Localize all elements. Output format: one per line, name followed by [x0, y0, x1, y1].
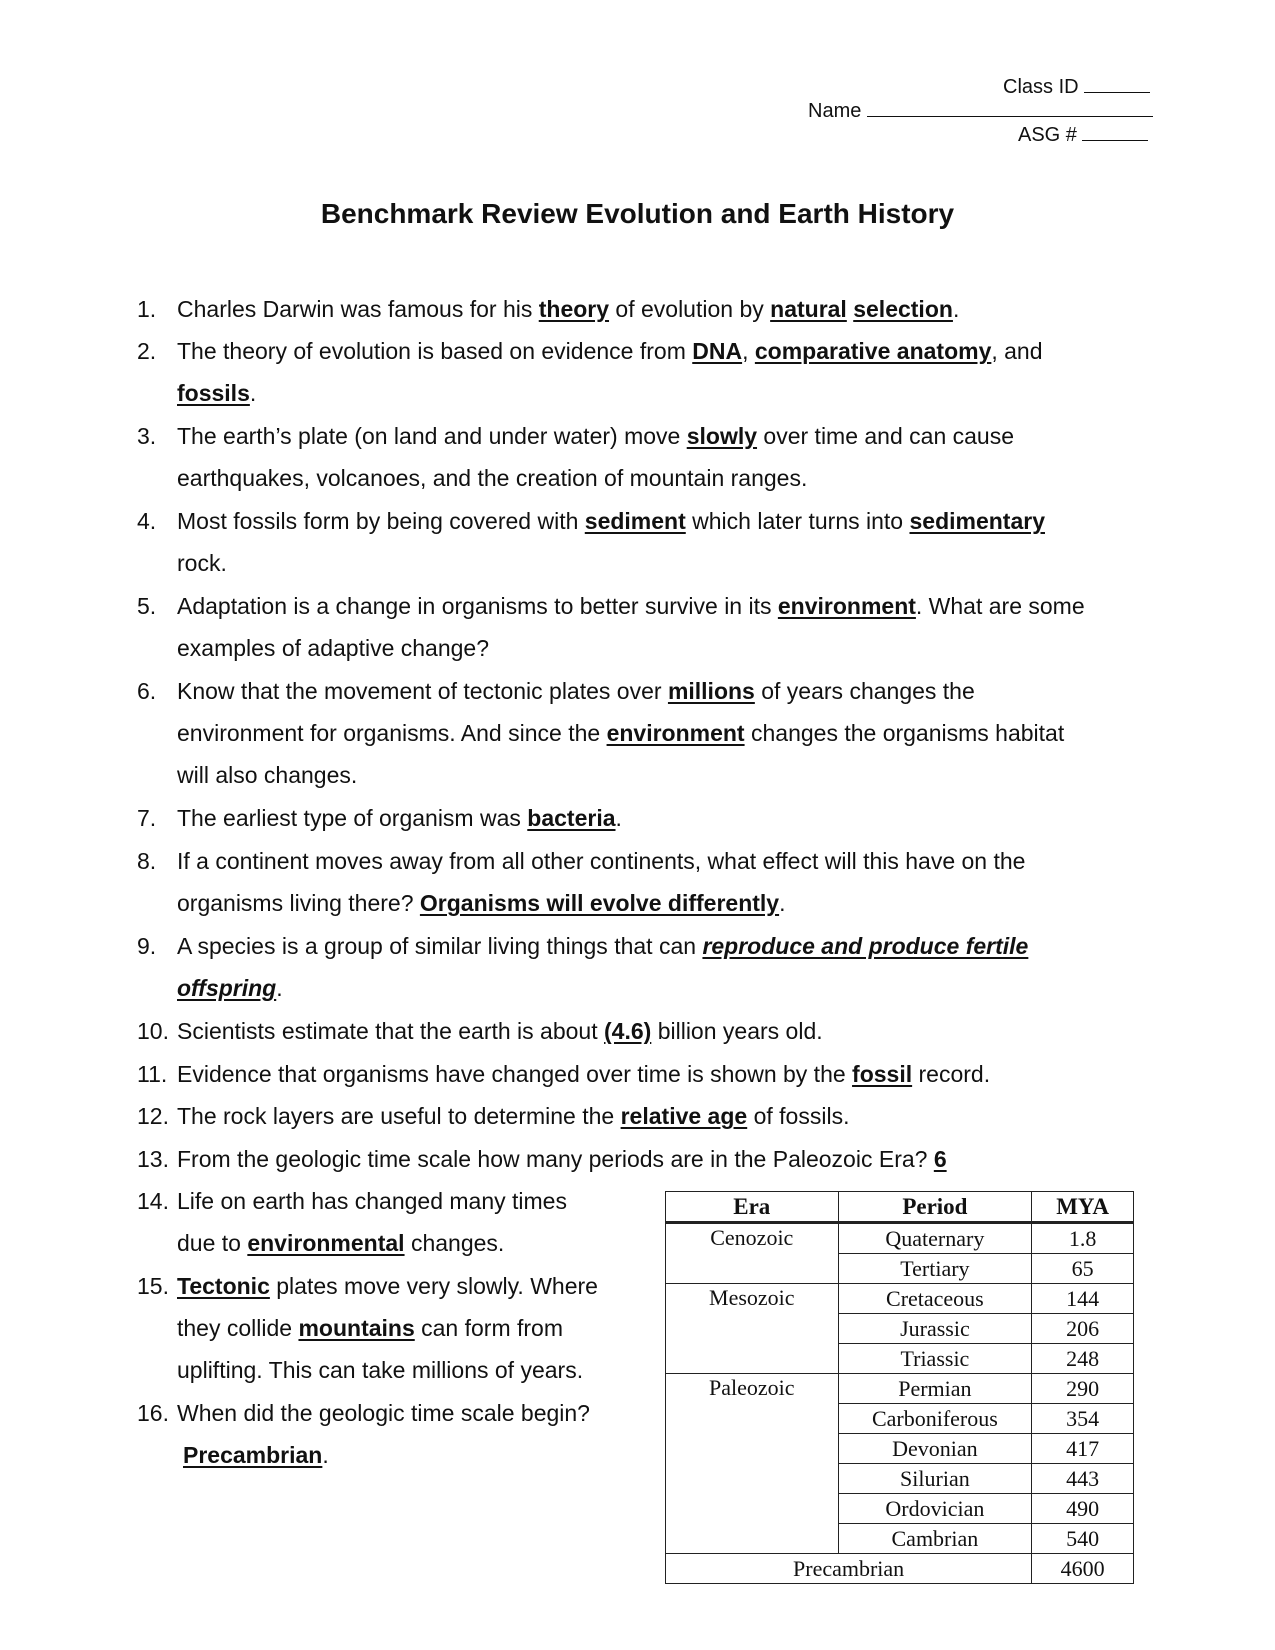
- question-text: When did the geologic time scale begin?: [177, 1400, 590, 1426]
- table-row: [666, 1374, 1134, 1404]
- text: Charles Darwin was famous for his: [177, 296, 539, 322]
- asg-label: ASG #: [1018, 124, 1077, 146]
- text: can form from: [414, 1315, 564, 1341]
- question-text: [177, 925, 1028, 968]
- question-text: [177, 670, 975, 713]
- question-text: [177, 500, 1045, 543]
- period-cell: Permian: [838, 1374, 1032, 1404]
- geologic-time-table: [665, 1191, 1134, 1584]
- header-mya: MYA: [1032, 1192, 1134, 1223]
- period-cell: Silurian: [838, 1464, 1032, 1494]
- question-text: [183, 1434, 329, 1477]
- mya-cell: 540: [1032, 1524, 1134, 1554]
- question-number: 10.: [137, 1018, 169, 1044]
- question-text: [177, 882, 785, 925]
- question-text: [177, 1138, 947, 1181]
- text: which later turns into: [685, 508, 910, 534]
- question-number: 11.: [137, 1061, 168, 1087]
- answer: Precambrian: [183, 1442, 323, 1468]
- answer: slowly: [686, 423, 758, 449]
- question-number: 13.: [137, 1146, 169, 1172]
- era-cenozoic: Cenozoic: [666, 1223, 839, 1284]
- text: A species is a group of similar living things that can: [177, 933, 703, 959]
- question-number: 8.: [137, 848, 157, 874]
- text: changes.: [404, 1230, 505, 1256]
- text: of evolution by: [609, 296, 771, 322]
- question-text: [177, 1053, 990, 1096]
- text: Adaptation is a change in organisms to better survive in its: [177, 593, 778, 619]
- answer: Tectonic: [177, 1273, 270, 1299]
- page-title: Benchmark Review Evolution and Earth History: [320, 198, 955, 229]
- mya-cell: 4600: [1032, 1554, 1134, 1584]
- name-label: Name: [808, 100, 862, 122]
- question-text: [177, 1265, 598, 1308]
- mya-cell: 144: [1032, 1284, 1134, 1314]
- text: The earth’s plate (on land and under water) move: [177, 423, 687, 449]
- text: organisms living there?: [177, 890, 420, 916]
- mya-cell: 443: [1032, 1464, 1134, 1494]
- header-period: Period: [838, 1192, 1032, 1223]
- answer: comparative anatomy: [754, 338, 992, 364]
- table-header-row: [666, 1192, 1134, 1223]
- mya-cell: 290: [1032, 1374, 1134, 1404]
- text: Evidence that organisms have changed over time is shown by the: [177, 1061, 853, 1087]
- question-text: [177, 1307, 563, 1350]
- answer: sedimentary: [909, 508, 1045, 534]
- text: The theory of evolution is based on evidence from: [177, 338, 693, 364]
- mya-cell: 248: [1032, 1344, 1134, 1374]
- text: .: [615, 805, 622, 831]
- text: Know that the movement of tectonic plates over: [177, 678, 668, 704]
- mya-cell: 206: [1032, 1314, 1134, 1344]
- question-number: 4.: [137, 508, 157, 534]
- question-text: uplifting. This can take millions of years.: [177, 1357, 584, 1383]
- text: Most fossils form by being covered with: [177, 508, 585, 534]
- text: plates move very slowly. Where: [269, 1273, 598, 1299]
- table-row: [666, 1554, 1134, 1584]
- question-text: [177, 712, 1064, 755]
- period-cell: Cambrian: [838, 1524, 1032, 1554]
- question-number: 7.: [137, 805, 157, 831]
- asg-blank[interactable]: [1082, 122, 1148, 141]
- text: , and: [991, 338, 1043, 364]
- text: .: [322, 1442, 329, 1468]
- era-paleozoic: Paleozoic: [666, 1374, 839, 1554]
- text: they collide: [177, 1315, 299, 1341]
- text: .: [276, 975, 283, 1001]
- question-number: 5.: [137, 593, 157, 619]
- period-cell: Triassic: [838, 1344, 1032, 1374]
- text: changes the organisms habitat: [744, 720, 1065, 746]
- question-text: [177, 797, 622, 840]
- era-precambrian: Precambrian: [666, 1554, 1032, 1584]
- text: ,: [742, 338, 755, 364]
- question-number: 2.: [137, 338, 157, 364]
- era-mesozoic: Mesozoic: [666, 1284, 839, 1374]
- question-number: 12.: [137, 1103, 169, 1129]
- answer: offspring: [177, 975, 277, 1001]
- text: over time and can cause: [757, 423, 1015, 449]
- period-cell: Cretaceous: [838, 1284, 1032, 1314]
- question-number: 6.: [137, 678, 157, 704]
- period-cell: Carboniferous: [838, 1404, 1032, 1434]
- text: of years changes the: [754, 678, 975, 704]
- class-id-blank[interactable]: [1084, 74, 1150, 93]
- question-text: [177, 967, 283, 1010]
- question-text: [177, 585, 1085, 628]
- answer: mountains: [298, 1315, 415, 1341]
- question-text: [177, 1095, 849, 1138]
- question-number: 3.: [137, 423, 157, 449]
- text: due to: [177, 1230, 248, 1256]
- text: From the geologic time scale how many periods are in the Paleozoic Era?: [177, 1146, 934, 1172]
- period-cell: Devonian: [838, 1434, 1032, 1464]
- text: The rock layers are useful to determine the: [177, 1103, 621, 1129]
- text: .: [952, 296, 960, 322]
- answer: bacteria: [527, 805, 616, 831]
- answer: (4.6): [604, 1018, 652, 1044]
- question-number: 9.: [137, 933, 157, 959]
- mya-cell: 1.8: [1032, 1223, 1134, 1254]
- answer: millions: [667, 678, 755, 704]
- question-number: 15.: [137, 1273, 169, 1299]
- answer: natural: [770, 296, 847, 322]
- question-text: examples of adaptive change?: [177, 635, 489, 661]
- text: .: [779, 890, 786, 916]
- answer: DNA: [692, 338, 743, 364]
- question-text: [177, 1222, 504, 1265]
- question-text: If a continent moves away from all other continents, what effect will this have on the: [177, 848, 1026, 874]
- question-text: [177, 415, 1014, 458]
- answer: reproduce and produce fertile: [702, 933, 1029, 959]
- answer: fossils: [177, 380, 250, 406]
- question-number: 16.: [137, 1400, 169, 1426]
- answer: Organisms will evolve differently: [419, 890, 780, 916]
- text: .: [249, 380, 257, 406]
- text: Scientists estimate that the earth is about: [177, 1018, 605, 1044]
- question-text: earthquakes, volcanoes, and the creation of mountain ranges.: [177, 465, 808, 491]
- asg-field: [1018, 122, 1148, 147]
- mya-cell: 354: [1032, 1404, 1134, 1434]
- period-cell: Ordovician: [838, 1494, 1032, 1524]
- text: The earliest type of organism was: [177, 805, 528, 831]
- name-blank[interactable]: [867, 98, 1153, 117]
- question-number: 14.: [137, 1188, 169, 1214]
- mya-cell: 490: [1032, 1494, 1134, 1524]
- answer: environment: [606, 720, 745, 746]
- period-cell: Tertiary: [838, 1254, 1032, 1284]
- header-era: Era: [666, 1192, 839, 1223]
- table-row: [666, 1223, 1134, 1254]
- answer: 6: [933, 1146, 947, 1172]
- question-number: 1.: [137, 296, 157, 322]
- mya-cell: 65: [1032, 1254, 1134, 1284]
- question-text: [177, 1010, 823, 1053]
- question-text: will also changes.: [177, 762, 358, 788]
- period-cell: Quaternary: [838, 1223, 1032, 1254]
- question-text: Life on earth has changed many times: [177, 1188, 567, 1214]
- answer: sediment: [584, 508, 686, 534]
- answer: selection: [853, 296, 953, 322]
- text: environment for organisms. And since the: [177, 720, 607, 746]
- question-text: [177, 372, 256, 415]
- answer: environment: [777, 593, 916, 619]
- text: of fossils.: [747, 1103, 850, 1129]
- question-text: [177, 330, 1043, 373]
- text: . What are some: [915, 593, 1085, 619]
- answer: relative age: [620, 1103, 748, 1129]
- period-cell: Jurassic: [838, 1314, 1032, 1344]
- question-text: [177, 288, 959, 331]
- class-id-field: [1003, 74, 1150, 99]
- name-field: [808, 98, 1153, 123]
- text: billion years old.: [651, 1018, 823, 1044]
- answer: fossil: [852, 1061, 913, 1087]
- answer: environmental: [247, 1230, 405, 1256]
- question-text: rock.: [177, 550, 227, 576]
- mya-cell: 417: [1032, 1434, 1134, 1464]
- table-row: [666, 1284, 1134, 1314]
- class-id-label: Class ID: [1003, 76, 1079, 98]
- answer: theory: [538, 296, 610, 322]
- text: record.: [912, 1061, 991, 1087]
